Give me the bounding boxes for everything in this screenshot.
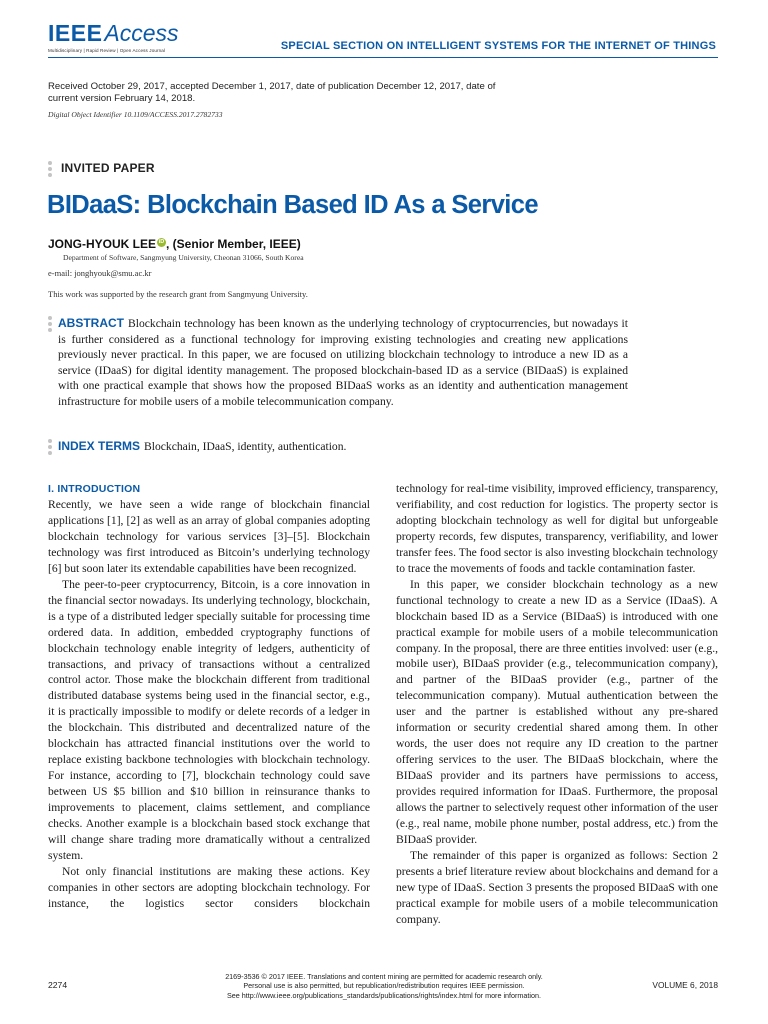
special-section-title: SPECIAL SECTION ON INTELLIGENT SYSTEMS FOR THE INTERNET OF THINGS bbox=[280, 40, 716, 52]
author-name: JONG-HYOUK LEE bbox=[48, 237, 157, 251]
body-paragraph: technology for real-time visibility, improved efficiency, transparency, verifiability, and cost reduction for logistics. The property sector is adopting blockchain technology as well for digital but unforgeable property records, few disputes, transparency, verifiability, and lower transfer fees. The food sector is also investing blockchain technology to trace the movements of foods and tackle contamination faster. bbox=[396, 482, 718, 575]
abstract-text: Blockchain technology has been known as the underlying technology of cryptocurrencies, but nowadays it is further considered as a functional technology for improving existing technologies and creating new applications previously never practical. In this paper, we are focused on utilizing blockchain technology to introduce a new ID as a service (IDaaS) for digital identity management. The proposed blockchain-based ID as a service (BIDaaS) is explained with one practical example that shows how the proposed BIDaaS works as an identity and authentication management infrastructure for mobile users of a mobile telecommunication company. bbox=[58, 317, 628, 408]
author-affiliation: Department of Software, Sangmyung University, Cheonan 31066, South Korea bbox=[63, 253, 304, 262]
body-column-right bbox=[396, 481, 718, 928]
section-marker-icon bbox=[48, 161, 52, 179]
section-marker-icon bbox=[48, 439, 52, 457]
doi: Digital Object Identifier 10.1109/ACCESS.2017.2782733 bbox=[48, 110, 223, 119]
logo-ieee: IEEE bbox=[48, 20, 103, 46]
index-terms bbox=[58, 439, 346, 453]
abstract-label: ABSTRACT bbox=[58, 316, 124, 330]
paper-type-label: INVITED PAPER bbox=[61, 161, 155, 175]
body-paragraph: The remainder of this paper is organized as follows: Section 2 presents a brief literature review about blockchains and demand for a new type of IDaaS. Section 3 presents the proposed BIDaaS with one practical example for mobile users of a mobile telecommunication company. bbox=[396, 848, 718, 926]
index-terms-text: Blockchain, IDaaS, identity, authentication. bbox=[144, 440, 347, 453]
author-membership: , (Senior Member, IEEE) bbox=[166, 237, 301, 251]
orcid-icon[interactable]: iD bbox=[158, 239, 165, 245]
copyright-line: 2169-3536 © 2017 IEEE. Translations and content mining are permitted for academic research only. bbox=[225, 972, 543, 981]
author-email: e-mail: jonghyouk@smu.ac.kr bbox=[48, 268, 152, 278]
abstract bbox=[58, 316, 628, 410]
logo-tagline: Multidisciplinary | Rapid Review | Open Access Journal bbox=[48, 48, 166, 53]
ieee-access-logo bbox=[48, 22, 208, 58]
section-heading: I. INTRODUCTION bbox=[48, 483, 141, 495]
body-column-left bbox=[48, 481, 370, 912]
paper-title: BIDaaS: Blockchain Based ID As a Service bbox=[47, 191, 538, 219]
section-marker-icon bbox=[48, 316, 52, 334]
volume-label: VOLUME 6, 2018 bbox=[652, 980, 718, 990]
author-line bbox=[48, 237, 301, 251]
page-number: 2274 bbox=[48, 980, 68, 990]
body-paragraph: Not only financial institutions are making these actions. Key companies in other sectors are adopting blockchain technology. For instance, the logistics sector considers blockchain bbox=[48, 864, 370, 910]
copyright-link[interactable]: See http://www.ieee.org/publications_standards/publications/rights/index.html for more information. bbox=[226, 990, 542, 1000]
copyright-notice bbox=[150, 972, 618, 1000]
logo-access: Access bbox=[104, 20, 179, 46]
publication-dates: Received October 29, 2017, accepted December 1, 2017, date of publication December 12, 2017, date of current version February 14, 2018. bbox=[48, 81, 496, 104]
body-paragraph: The peer-to-peer cryptocurrency, Bitcoin, is a core innovation in the financial sector nowadays. Its underlying technology, blockchain, is a type of a distributed ledger specially suitable for processing time ordered data. In addition, embedded cryptography functions of blockchain technology enable integrity of ledgers, authenticity of transactions, and privacy of transactions without a centralized control actor. Those make the blockchain different from traditional distributed database systems being used in the financial sector, e.g., it is practically impossible to modify or delete records of a ledger in the blockchain. This distributed and decentralized nature of the blockchain has attracted financial institutions over the world to replace existing backbone technologies with blockchain technology. For instance, according to [7], blockchain technology could save between US $5 billion and $10 billion in reinsurance thanks to improvements to placement, claims settlement, and compliance checks. Another example is a blockchain based stock exchange that will change share trading more dramatically without a centralized system. bbox=[48, 577, 370, 862]
body-paragraph: Recently, we have seen a wide range of blockchain financial applications [1], [2] as well as an array of global companies adopting blockchain technology for various services [3]–[5]. Blockchain technology was first introduced as Bitcoin’s underlying technology [6] but soon later its extendable capabilities have been recognized. bbox=[48, 498, 370, 575]
funding-note: This work was supported by the research grant from Sangmyung University. bbox=[48, 289, 308, 299]
body-paragraph: In this paper, we consider blockchain technology as a new functional technology to create a new ID as a Service (IDaaS). A blockchain based ID as a Service (BIDaaS) is introduced with one practical example for mobile users of a mobile telecommunication company. In the proposal, there are three entities involved: user (e.g., mobile user), BIDaaS provider (e.g., telecommunication company), and partner of the BIDaaS provider (e.g., partner of the telecommunication company). Mutual authentication between the user and the partner is established without any pre-shared information or security credential shared among them. In other words, the user does not require any ID creation to the partner offering services to the user. The BIDaaS blockchain, where the BIDaaS provider and its partners have permissions to access, provides required information for IDaaS. Furthermore, the proposal allows the partner to selectively request other information of the user (e.g., real name, mobile phone number, postal address, etc.) from the BIDaaS provider. bbox=[396, 577, 718, 846]
header-rule bbox=[48, 57, 718, 58]
index-terms-label: INDEX TERMS bbox=[58, 439, 141, 453]
copyright-line: Personal use is also permitted, but republication/redistribution requires IEEE permission. bbox=[243, 981, 525, 991]
logo-wordmark bbox=[48, 22, 208, 45]
